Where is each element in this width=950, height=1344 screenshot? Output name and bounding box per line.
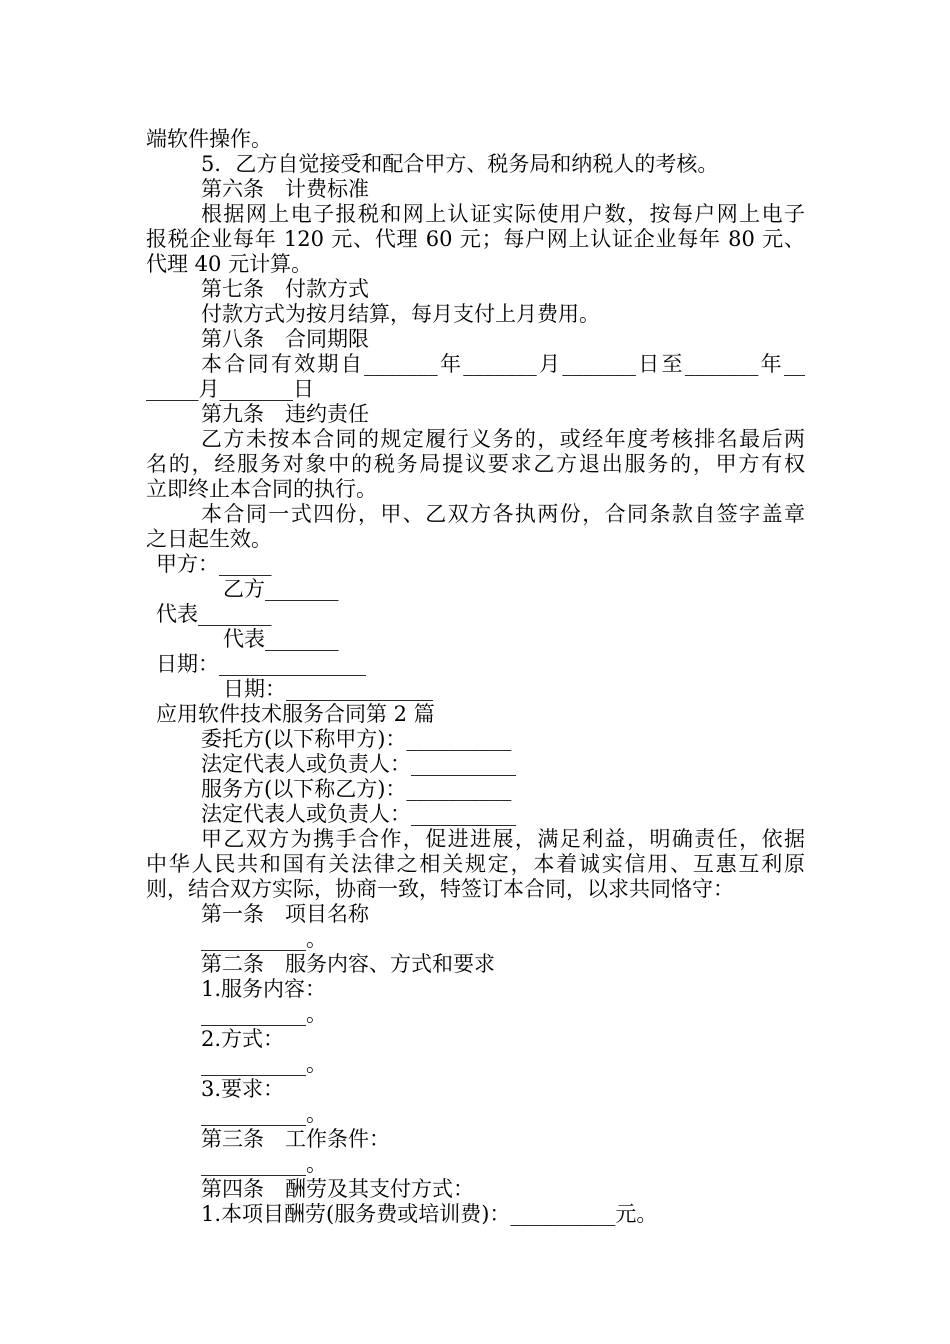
date-b: 日期：______________: [223, 677, 433, 701]
section-heading: 第八条 合同期限: [201, 327, 369, 351]
text-line: 名的，经服务对象中的税务局提议要求乙方退出服务的，甲方有权: [146, 452, 805, 476]
text-line: 乙方未按本合同的规定履行义务的，或经年度考核排名最后两: [201, 427, 805, 451]
text-line: 立即终止本合同的执行。: [146, 477, 377, 501]
text-line: 甲乙双方为携手合作，促进进展，满足利益，明确责任，依据: [201, 827, 805, 851]
section-heading: 第一条 项目名称: [201, 902, 369, 926]
section-heading: 第七条 付款方式: [201, 277, 369, 301]
text-line: 2.方式：: [201, 1027, 285, 1051]
field-legal-rep-b: 法定代表人或负责人：__________: [201, 802, 516, 826]
text-line: 5．乙方自觉接受和配合甲方、税务局和纳税人的考核。: [201, 152, 719, 176]
signature-party-b: 乙方_______: [223, 577, 339, 601]
text-line: 1.本项目酬劳(服务费或培训费)：__________元。: [201, 1202, 658, 1226]
text-line: 中华人民共和国有关法律之相关规定，本着诚实信用、互惠互利原: [146, 852, 805, 876]
section-heading: 第二条 服务内容、方式和要求: [201, 952, 495, 976]
text-line: 3.要求：: [201, 1077, 285, 1101]
representative-a: 代表_______: [156, 602, 272, 626]
blank-line: __________。: [201, 1102, 327, 1126]
section-heading: 第九条 违约责任: [201, 402, 369, 426]
text-line: 端软件操作。: [146, 127, 272, 151]
section-heading: 第三条 工作条件：: [201, 1127, 390, 1151]
text-line: 报税企业每年 120 元、代理 60 元；每户网上认证企业每年 80 元、: [146, 227, 805, 251]
field-provider: 服务方(以下称乙方)：__________: [201, 777, 512, 801]
blank-line: __________。: [201, 1052, 327, 1076]
representative-b: 代表_______: [223, 627, 339, 651]
section-heading: 第四条 酬劳及其支付方式：: [201, 1177, 474, 1201]
field-client: 委托方(以下称甲方)：__________: [201, 727, 512, 751]
signature-party-a: 甲方：_____: [156, 552, 272, 576]
text-line: 则，结合双方实际，协商一致，特签订本合同，以求共同恪守：: [146, 877, 734, 901]
blank-line: __________。: [201, 1002, 327, 1026]
text-line: 本合同有效期自_______年_______月_______日至_______年__: [201, 352, 805, 376]
blank-line: __________。: [201, 1152, 327, 1176]
text-line: 本合同一式四份，甲、乙双方各执两份，合同条款自签字盖章: [201, 502, 805, 526]
text-line: 1.服务内容：: [201, 977, 327, 1001]
date-a: 日期：______________: [156, 652, 366, 676]
section-heading: 第六条 计费标准: [201, 177, 369, 201]
text-line: 付款方式为按月结算，每月支付上月费用。: [201, 302, 600, 326]
text-line: 代理 40 元计算。: [146, 252, 313, 276]
field-legal-rep-a: 法定代表人或负责人：__________: [201, 752, 516, 776]
text-line: _____月_______日: [146, 377, 314, 401]
text-line: 之日起生效。: [146, 527, 272, 551]
text-line: 根据网上电子报税和网上认证实际使用户数，按每户网上电子: [201, 202, 805, 226]
document-title: 应用软件技术服务合同第 2 篇: [156, 702, 435, 726]
blank-line: __________。: [201, 927, 327, 951]
